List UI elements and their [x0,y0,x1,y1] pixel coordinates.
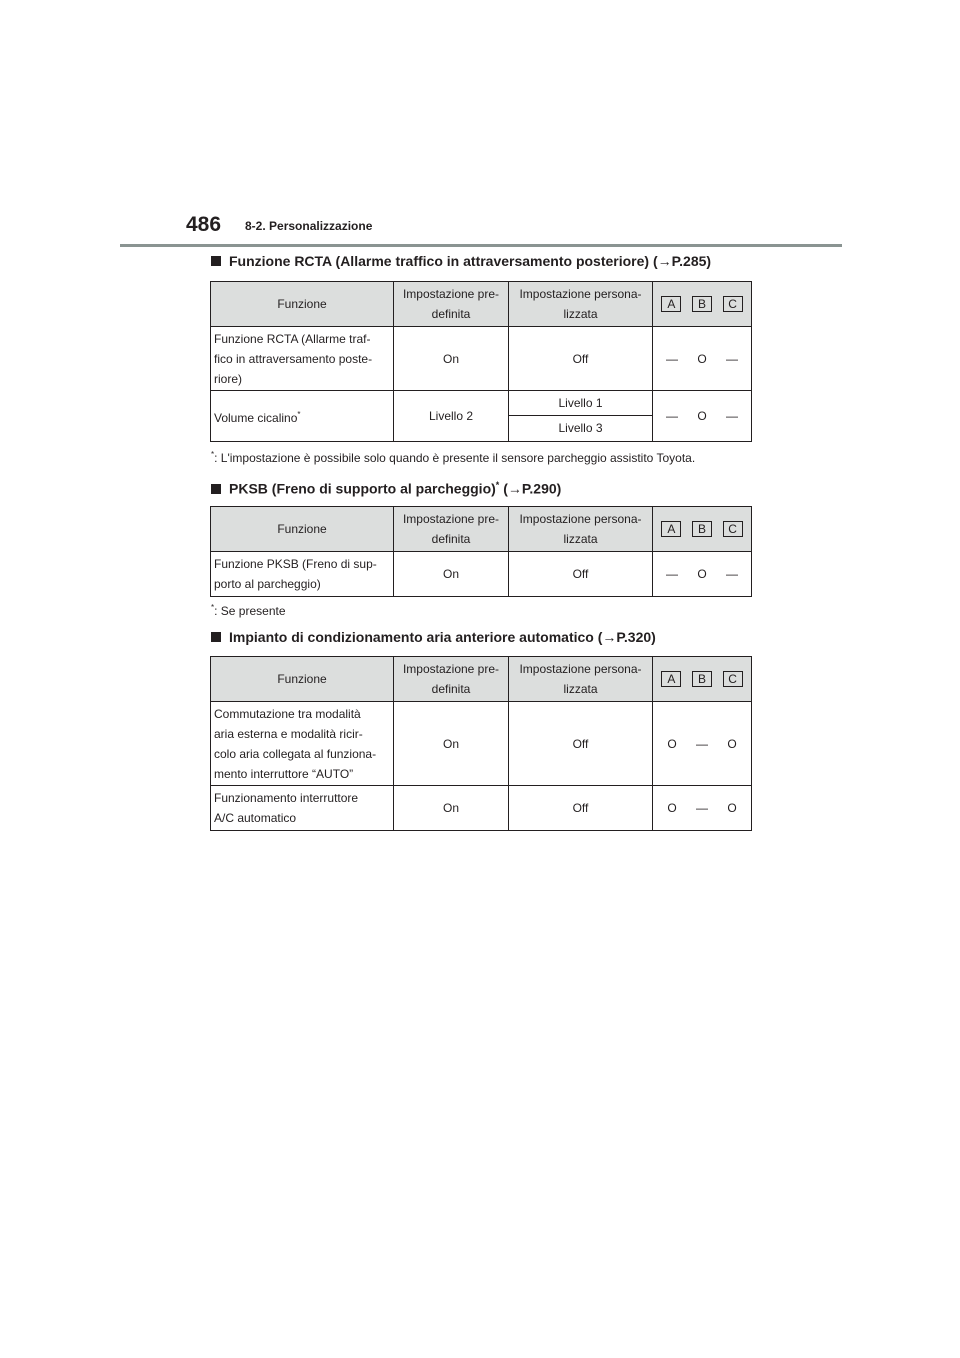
mark-c: O [727,736,737,751]
table-row [211,327,752,391]
col-header-abc [653,282,752,327]
header-divider [120,244,842,247]
custom-value-options [509,391,653,442]
function-name: Volume cicalino* [211,391,394,442]
mark-b: — [696,801,708,815]
letter-b-box: B [692,521,712,537]
mark-b: O [697,409,707,423]
mark-a: O [667,801,677,815]
section-title-climate: Impianto di condizionamento aria anteriore automatico (→P.320) [211,629,656,645]
col-header-custom: Impostazione persona- lizzata [509,282,653,327]
square-bullet-icon [211,632,221,642]
letter-c-box: C [723,521,743,537]
function-name: Funzione RCTA (Allarme traf- fico in attraversamento poste- riore) [211,327,394,391]
abc-marks [653,786,752,831]
table-row [211,552,752,597]
col-header-abc [653,507,752,552]
letter-b-box: B [692,671,712,687]
default-value: On [394,552,509,597]
mark-c: — [726,567,738,581]
abc-marks [653,391,752,442]
default-value: On [394,702,509,786]
section-title-rcta: Funzione RCTA (Allarme traffico in attraversamento posteriore) (→P.285) [211,253,711,269]
abc-marks [653,327,752,391]
table-header-row [211,657,752,702]
mark-c: — [726,409,738,423]
table-header-row [211,507,752,552]
abc-marks [653,552,752,597]
table-row [211,391,752,442]
table-header-row [211,282,752,327]
custom-value: Off [509,702,653,786]
custom-option: Livello 1 [509,391,652,416]
function-name: Funzione PKSB (Freno di sup- porto al parcheggio) [211,552,394,597]
custom-option: Livello 3 [558,421,603,435]
mark-c: O [727,801,737,815]
settings-table-climate [210,656,752,831]
footnote: *: L'impostazione è possibile solo quando è presente il sensore parcheggio assistito Toyota. [211,450,696,465]
settings-table-rcta [210,281,752,442]
letter-b-box: B [692,296,712,312]
col-header-default: Impostazione pre- definita [394,657,509,702]
col-header-default: Impostazione pre- definita [394,507,509,552]
mark-a: — [666,409,678,423]
function-name: Commutazione tra modalità aria esterna e modalità ricir- colo aria collegata al funziona- mento interruttore “AUTO” [211,702,394,786]
mark-b: O [697,351,707,366]
col-header-function: Funzione [211,657,394,702]
col-header-abc [653,657,752,702]
letter-c-box: C [723,296,743,312]
footnote: *: Se presente [211,603,286,618]
default-value: Livello 2 [394,391,509,442]
col-header-default: Impostazione pre- definita [394,282,509,327]
col-header-custom: Impostazione persona- lizzata [509,507,653,552]
function-name: Funzionamento interruttore A/C automatico [211,786,394,831]
settings-table-pksb [210,506,752,597]
default-value: On [394,786,509,831]
square-bullet-icon [211,484,221,494]
section-title-pksb: PKSB (Freno di supporto al parcheggio)* (→P.290) [211,480,561,497]
custom-value: Off [509,786,653,831]
table-row [211,702,752,786]
mark-a: — [666,351,678,366]
col-header-custom: Impostazione persona- lizzata [509,657,653,702]
mark-c: — [726,351,738,366]
square-bullet-icon [211,256,221,266]
mark-a: O [667,736,677,751]
custom-value: Off [509,327,653,391]
letter-a-box: A [661,296,681,312]
table-row [211,786,752,831]
custom-value: Off [509,552,653,597]
mark-b: — [696,736,708,751]
page-number: 486 [186,213,222,236]
mark-a: — [666,567,678,581]
letter-a-box: A [661,521,681,537]
letter-c-box: C [723,671,743,687]
abc-marks [653,702,752,786]
letter-a-box: A [661,671,681,687]
col-header-function: Funzione [211,507,394,552]
default-value: On [394,327,509,391]
mark-b: O [697,567,707,581]
section-label: 8-2. Personalizzazione [245,219,373,233]
col-header-function: Funzione [211,282,394,327]
